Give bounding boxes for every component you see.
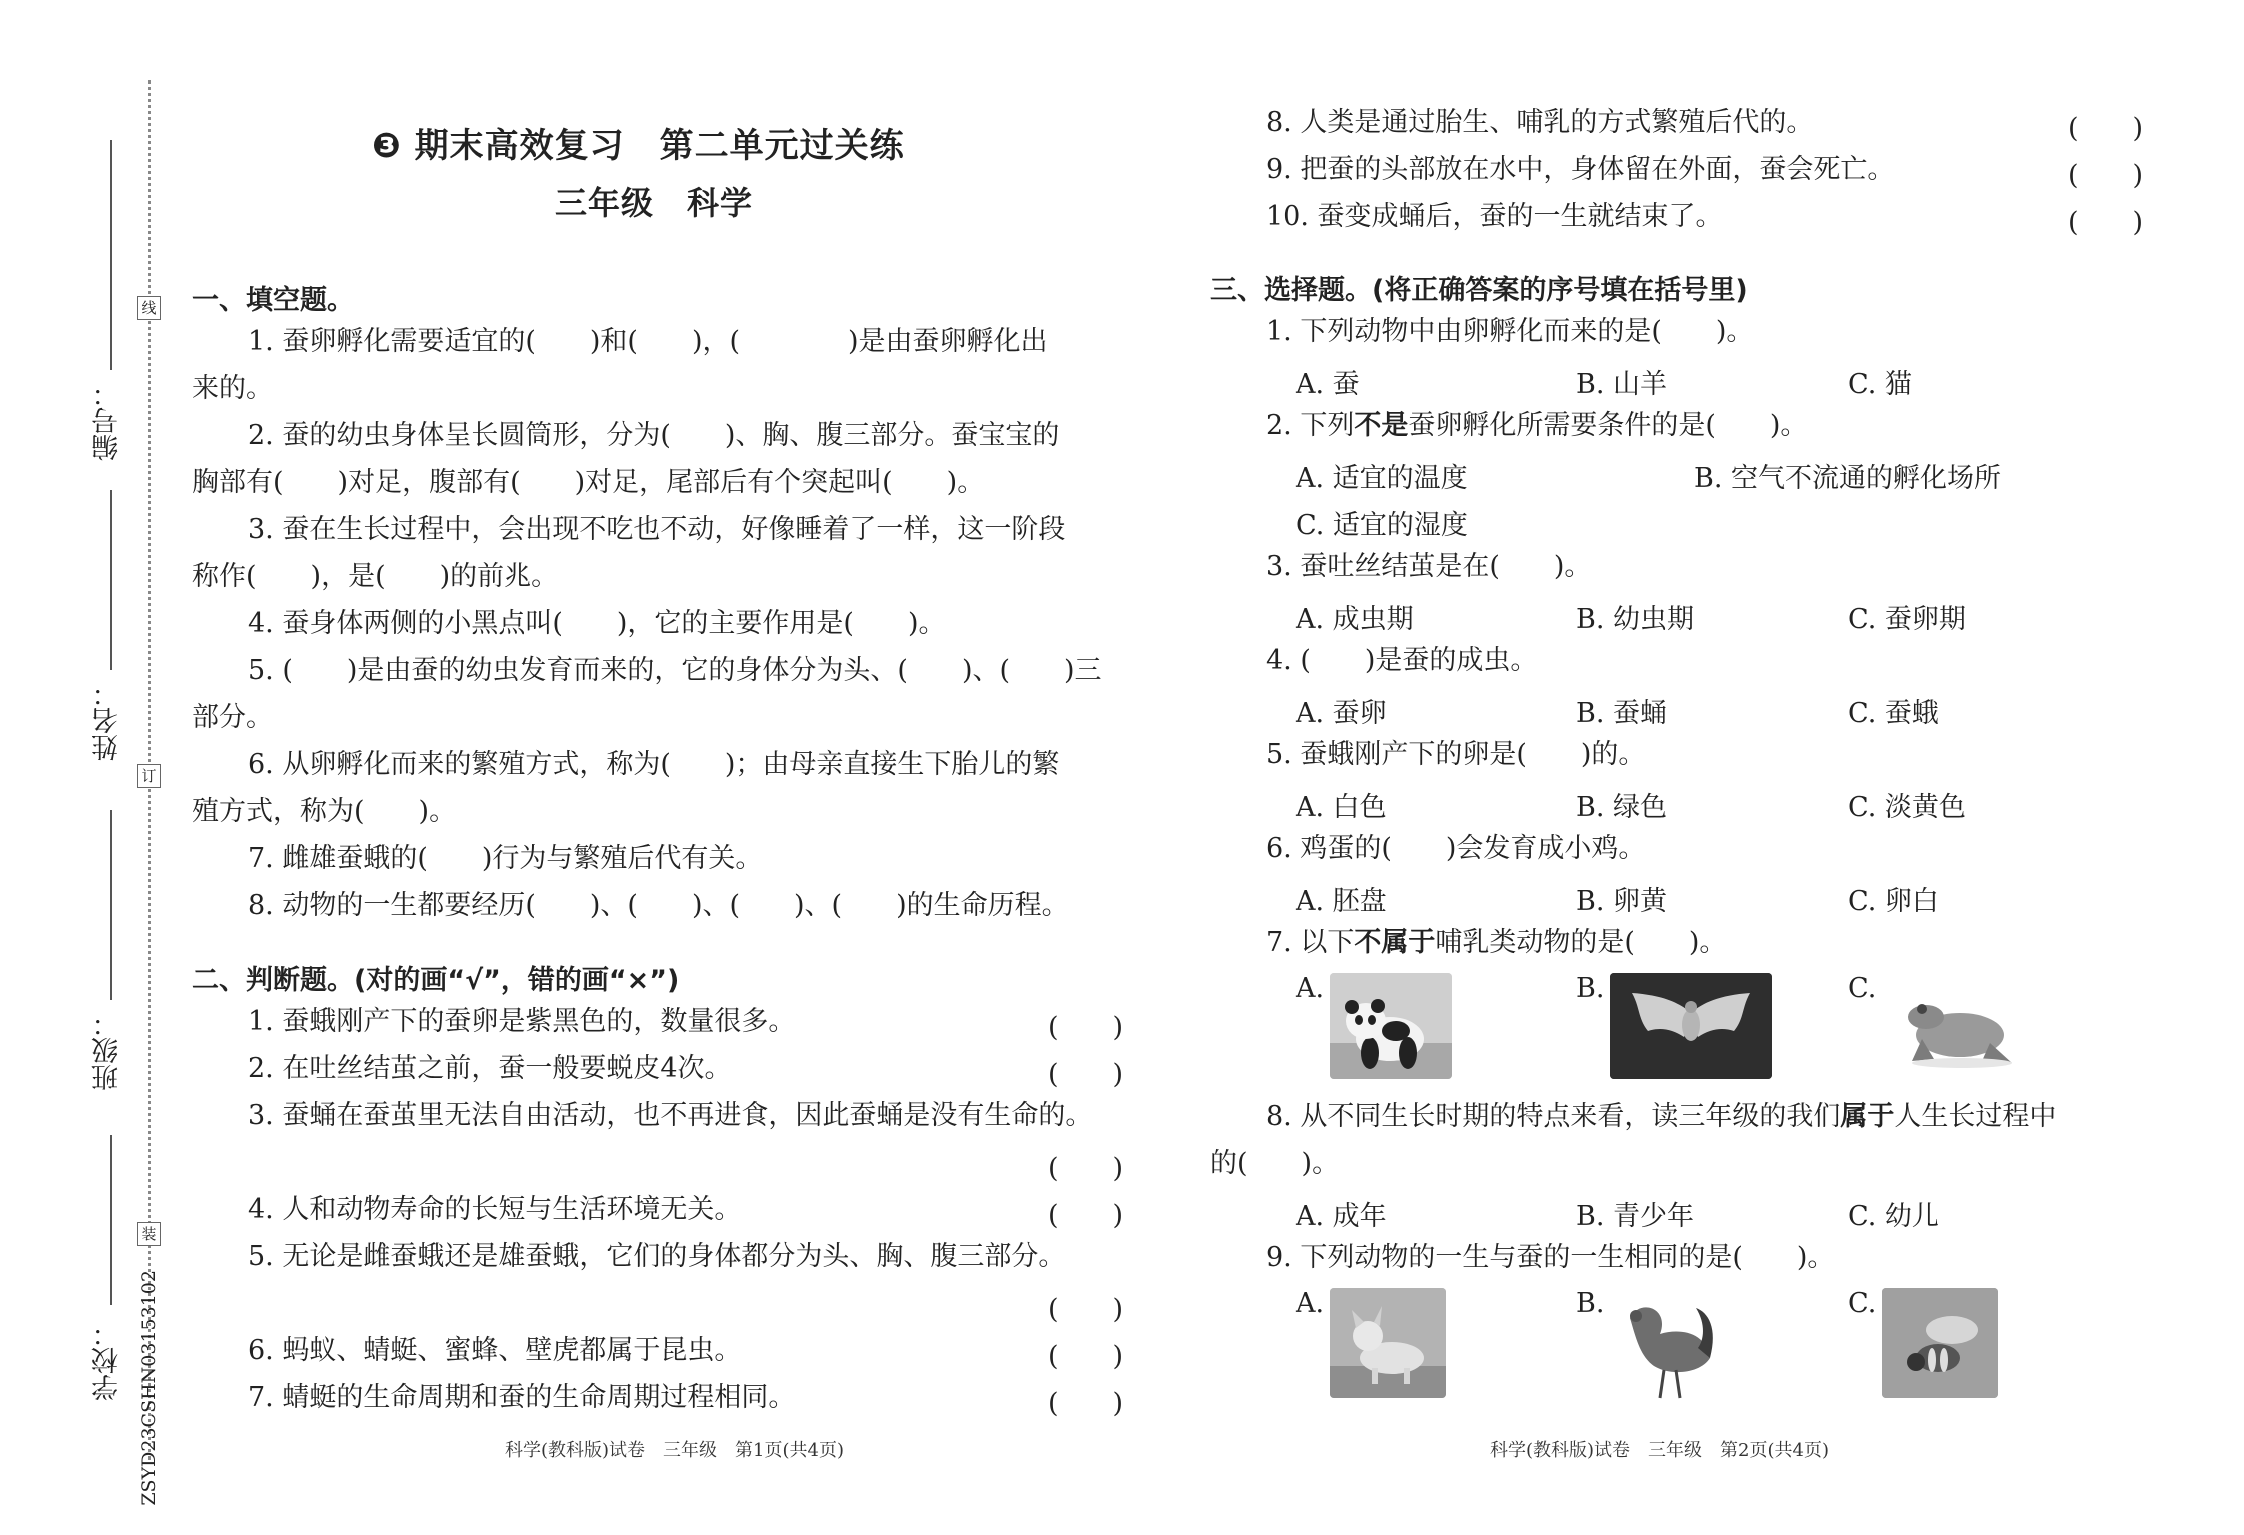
dog-image [1330,1288,1446,1398]
answer-paren[interactable]: ( ) [1048,1294,1124,1325]
answer-paren[interactable]: ( ) [2068,207,2144,238]
fill-line: 8. 动物的一生都要经历( )、( )、( )、( )的生命历程。 [248,890,1069,921]
answer-paren[interactable]: ( ) [1048,1341,1124,1372]
seal-line-mark: 线 [137,296,161,320]
option-c[interactable]: C. [1848,973,1877,1004]
choice-stem: 5. 蚕蛾刚产下的卵是( )的。 [1266,739,1646,770]
option-b[interactable]: B. 青少年 [1576,1201,1695,1232]
fill-line: 1. 蚕卵孵化需要适宜的( )和( )，( )是由蚕卵孵化出 [248,326,1048,357]
choice-stem: 2. 下列不是蚕卵孵化所需要条件的是( )。 [1266,410,1808,441]
option-c[interactable]: C. 适宜的湿度 [1296,510,1468,541]
option-c[interactable]: C. 淡黄色 [1848,792,1966,823]
option-b[interactable]: B. 山羊 [1576,369,1668,400]
choice-stem: 6. 鸡蛋的( )会发育成小鸡。 [1266,833,1646,864]
fill-line: 来的。 [192,373,273,404]
fill-line: 称作( )，是( )的前兆。 [192,561,559,592]
school-label: 学校： [92,1320,123,1401]
choice-stem: 4. ( )是蚕的成虫。 [1266,645,1538,676]
fill-line: 4. 蚕身体两侧的小黑点叫( )，它的主要作用是( )。 [248,608,946,639]
option-a[interactable]: A. 蚕 [1296,369,1360,400]
fill-line: 3. 蚕在生长过程中，会出现不吃也不动，好像睡着了一样，这一阶段 [248,514,1066,545]
judge-item: 1. 蚕蛾刚产下的蚕卵是紫黑色的，数量很多。 [248,1006,796,1037]
choice-stem: 3. 蚕吐丝结茧是在( )。 [1266,551,1592,582]
answer-paren[interactable]: ( ) [1048,1059,1124,1090]
option-a[interactable]: A. 蚕卵 [1296,698,1387,729]
option-b[interactable]: B. 空气不流通的孵化场所 [1694,463,2002,494]
number-blank[interactable] [110,140,112,370]
seal-bind-mark: 订 [137,764,161,788]
option-b[interactable]: B. 卵黄 [1576,886,1668,917]
section2-heading: 二、判断题。(对的画“√”，错的画“×”) [192,965,680,996]
answer-paren[interactable]: ( ) [2068,160,2144,191]
answer-paren[interactable]: ( ) [1048,1012,1124,1043]
option-b[interactable]: B. 绿色 [1576,792,1668,823]
paper-code: ZSYD23CSHN03153102 [138,1270,160,1506]
judge-item: 5. 无论是雌蚕蛾还是雄蚕蛾，它们的身体都分为头、胸、腹三部分。 [248,1241,1066,1272]
footer-right: 科学(教科版)试卷 三年级 第2页(共4页) [1490,1440,1829,1461]
bee-image [1882,1288,1998,1398]
answer-paren[interactable]: ( ) [1048,1388,1124,1419]
option-c[interactable]: C. 猫 [1848,369,1912,400]
choice-stem-cont: 的( )。 [1210,1148,1340,1179]
page-subtitle: 三年级 科学 [555,184,754,222]
option-a[interactable]: A. 适宜的温度 [1296,463,1468,494]
rooster-image [1610,1288,1730,1406]
fill-line: 胸部有( )对足，腹部有( )对足，尾部后有个突起叫( )。 [192,467,985,498]
fill-line: 殖方式，称为( )。 [192,796,457,827]
answer-paren[interactable]: ( ) [2068,113,2144,144]
option-b[interactable]: B. [1576,973,1605,1004]
fill-line: 7. 雌雄蚕蛾的( )行为与繁殖后代有关。 [248,843,763,874]
option-c[interactable]: C. 卵白 [1848,886,1939,917]
number-label: 编号： [92,380,123,461]
judge-item: 4. 人和动物寿命的长短与生活环境无关。 [248,1194,742,1225]
option-c[interactable]: C. 蚕卵期 [1848,604,1966,635]
name-label: 姓名： [92,680,123,761]
answer-paren[interactable]: ( ) [1048,1153,1124,1184]
option-a[interactable]: A. 成年 [1296,1201,1387,1232]
judge-item: 3. 蚕蛹在蚕茧里无法自由活动，也不再进食，因此蚕蛹是没有生命的。 [248,1100,1093,1131]
option-b[interactable]: B. [1576,1288,1605,1319]
footer-left: 科学(教科版)试卷 三年级 第1页(共4页) [505,1440,844,1461]
frog-image [1882,973,2032,1079]
option-a[interactable]: A. 成虫期 [1296,604,1414,635]
choice-stem: 9. 下列动物的一生与蚕的一生相同的是( )。 [1266,1242,1835,1273]
class-blank[interactable] [110,810,112,1000]
judge-item: 10. 蚕变成蛹后，蚕的一生就结束了。 [1266,201,1723,232]
page-title: ❸ 期末高效复习 第二单元过关练 [372,126,905,166]
choice-stem: 8. 从不同生长时期的特点来看，读三年级的我们属于人生长过程中 [1266,1101,2057,1132]
section3-heading: 三、选择题。(将正确答案的序号填在括号里) [1210,275,1748,306]
section1-heading: 一、填空题。 [192,285,354,316]
fill-line: 5. ( )是由蚕的幼虫发育而来的，它的身体分为头、( )、( )三 [248,655,1102,686]
bat-image [1610,973,1772,1079]
option-a[interactable]: A. 胚盘 [1296,886,1387,917]
school-blank[interactable] [110,1135,112,1305]
choice-stem: 1. 下列动物中由卵孵化而来的是( )。 [1266,316,1754,347]
option-a[interactable]: A. [1296,973,1325,1004]
fill-line: 2. 蚕的幼虫身体呈长圆筒形，分为( )、胸、腹三部分。蚕宝宝的 [248,420,1060,451]
judge-item: 8. 人类是通过胎生、哺乳的方式繁殖后代的。 [1266,107,1814,138]
fill-line: 6. 从卵孵化而来的繁殖方式，称为( )；由母亲直接生下胎儿的繁 [248,749,1060,780]
judge-item: 7. 蜻蜓的生命周期和蚕的生命周期过程相同。 [248,1382,796,1413]
panda-image [1330,973,1452,1079]
answer-paren[interactable]: ( ) [1048,1200,1124,1231]
option-b[interactable]: B. 幼虫期 [1576,604,1695,635]
option-a[interactable]: A. [1296,1288,1325,1319]
choice-stem: 7. 以下不属于哺乳类动物的是( )。 [1266,927,1727,958]
judge-item: 9. 把蚕的头部放在水中，身体留在外面，蚕会死亡。 [1266,154,1895,185]
option-c[interactable]: C. 蚕蛾 [1848,698,1939,729]
option-b[interactable]: B. 蚕蛹 [1576,698,1668,729]
seal-fold-mark: 装 [137,1222,161,1246]
fill-line: 部分。 [192,702,273,733]
option-c[interactable]: C. 幼儿 [1848,1201,1939,1232]
class-label: 班级： [92,1010,123,1091]
name-blank[interactable] [110,490,112,670]
option-a[interactable]: A. 白色 [1296,792,1387,823]
option-c[interactable]: C. [1848,1288,1877,1319]
judge-item: 2. 在吐丝结茧之前，蚕一般要蜕皮4次。 [248,1053,732,1084]
judge-item: 6. 蚂蚁、蜻蜓、蜜蜂、壁虎都属于昆虫。 [248,1335,742,1366]
